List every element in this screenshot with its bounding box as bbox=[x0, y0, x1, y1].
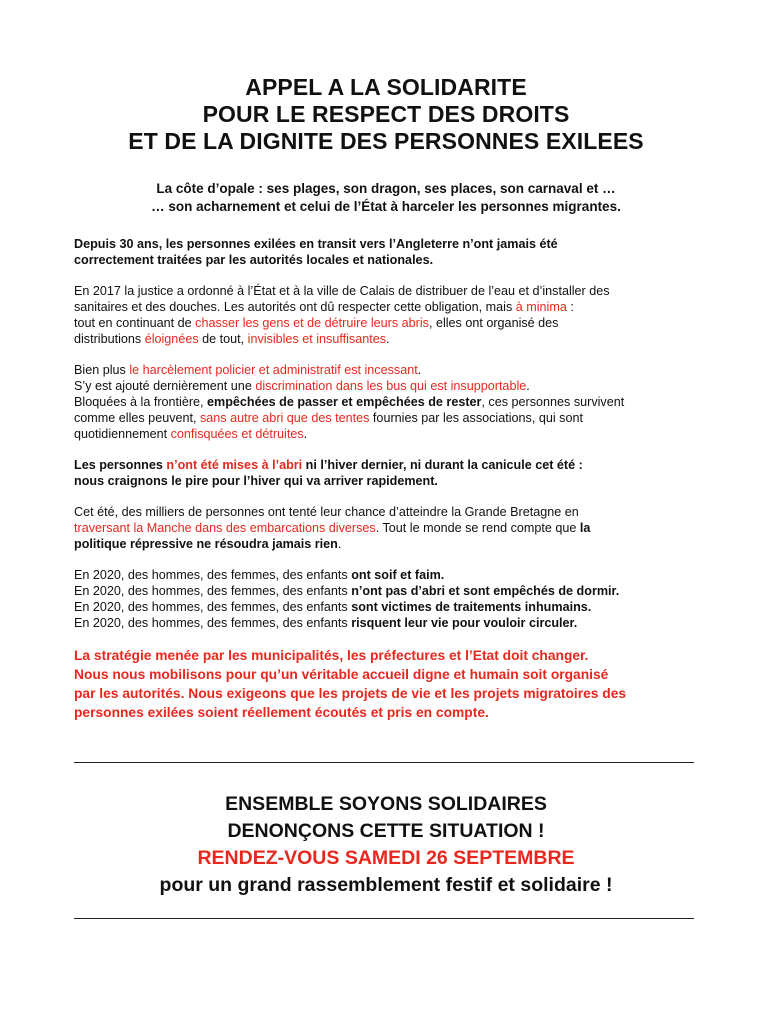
text-fragment: ni l’hiver dernier, ni durant la canicule cet été : bbox=[302, 458, 583, 472]
bold-text: la bbox=[579, 521, 591, 535]
text-fragment: . bbox=[417, 363, 422, 377]
crossing-line-2 bbox=[74, 520, 698, 536]
subtitle-line-2: … son acharnement et celui de l’État à harceler les personnes migrantes. bbox=[151, 199, 621, 214]
title-line-2: POUR LE RESPECT DES DROITS bbox=[202, 101, 570, 127]
text-fragment: En 2020, des hommes, des femmes, des enfants bbox=[74, 584, 352, 598]
call-line-1: La stratégie menée par les municipalités, les préfectures et l’Etat doit changer. bbox=[74, 648, 589, 663]
cta-line-4: pour un grand rassemblement festif et solidaire ! bbox=[159, 874, 613, 896]
divider-top bbox=[74, 762, 694, 763]
text-fragment: distributions bbox=[74, 332, 145, 346]
highlight-text: invisibles et insuffisantes bbox=[247, 332, 387, 346]
bold-text: empêchées de passer et empêchées de rester bbox=[207, 395, 482, 409]
text-fragment: En 2020, des hommes, des femmes, des enfants bbox=[74, 568, 352, 582]
cta-line-2: DENONÇONS CETTE SITUATION ! bbox=[227, 820, 545, 842]
highlight-text: n’ont été mises à l’abri bbox=[166, 458, 303, 472]
list-item bbox=[74, 615, 698, 631]
text-fragment: : bbox=[566, 300, 574, 314]
bold-text: sont victimes de traitements inhumains. bbox=[351, 600, 592, 614]
highlight-text: chasser les gens et de détruire leurs abris bbox=[195, 316, 429, 330]
justice-line-3 bbox=[74, 315, 698, 331]
crossing-paragraph bbox=[74, 504, 698, 552]
call-line-4: personnes exilées soient réellement écoutés et pris en compte. bbox=[74, 705, 489, 720]
text-fragment: . bbox=[526, 379, 530, 393]
highlight-text: à minima bbox=[515, 300, 567, 314]
text-fragment: . bbox=[386, 332, 390, 346]
page-title bbox=[74, 74, 698, 155]
divider-bottom bbox=[74, 918, 694, 919]
list-item bbox=[74, 567, 698, 583]
subtitle-line-1: La côte d’opale : ses plages, son dragon, ses places, son carnaval et … bbox=[156, 181, 616, 196]
text-fragment: sanitaires et des douches. Les autorités ont dû respecter cette obligation, mais bbox=[74, 300, 516, 314]
text-fragment: , elles ont organisé des bbox=[428, 316, 559, 330]
bold-text: ont soif et faim. bbox=[351, 568, 445, 582]
highlight-text: éloignées bbox=[144, 332, 199, 346]
intro-paragraph bbox=[74, 236, 698, 268]
text-fragment: . Tout le monde se rend compte que bbox=[375, 521, 580, 535]
harassment-line-2 bbox=[74, 378, 698, 394]
text-fragment: Les personnes bbox=[74, 458, 167, 472]
highlight-text: sans autre abri que des tentes bbox=[200, 411, 370, 425]
list-item bbox=[74, 583, 698, 599]
justice-paragraph bbox=[74, 283, 698, 347]
harassment-paragraph bbox=[74, 362, 698, 442]
highlight-text: confisquées et détruites bbox=[170, 427, 304, 441]
harassment-line-1 bbox=[74, 362, 698, 378]
text-fragment: . bbox=[303, 427, 308, 441]
text-fragment: quotidiennement bbox=[74, 427, 171, 441]
shelter-line-1 bbox=[74, 457, 698, 473]
cta-date: RENDEZ-VOUS SAMEDI 26 SEPTEMBRE bbox=[197, 847, 575, 869]
text-fragment: En 2020, des hommes, des femmes, des enfants bbox=[74, 600, 352, 614]
text-fragment: , ces personnes survivent bbox=[481, 395, 625, 409]
text-fragment: Bloquées à la frontière, bbox=[74, 395, 208, 409]
text-fragment: En 2020, des hommes, des femmes, des enfants bbox=[74, 616, 352, 630]
bold-text: n’ont pas d’abri et sont empêchés de dormir. bbox=[351, 584, 620, 598]
cta-line-1: ENSEMBLE SOYONS SOLIDAIRES bbox=[225, 793, 547, 815]
text-fragment: tout en continuant de bbox=[74, 316, 196, 330]
call-line-3: par les autorités. Nous exigeons que les projets de vie et les projets migratoires des bbox=[74, 686, 627, 701]
bold-text: risquent leur vie pour vouloir circuler. bbox=[351, 616, 578, 630]
shelter-line-2: nous craignons le pire pour l’hiver qui va arriver rapidement. bbox=[74, 474, 438, 488]
text-fragment: comme elles peuvent, bbox=[74, 411, 200, 425]
text-fragment: de tout, bbox=[198, 332, 248, 346]
crossing-line-3 bbox=[74, 536, 698, 552]
highlight-text: le harcèlement policier et administratif est incessant bbox=[129, 363, 418, 377]
bold-text: politique répressive ne résoudra jamais rien bbox=[74, 537, 338, 551]
shelter-paragraph bbox=[74, 457, 698, 489]
intro-line-2: correctement traitées par les autorités locales et nationales. bbox=[74, 253, 434, 267]
title-line-3: ET DE LA DIGNITE DES PERSONNES EXILEES bbox=[128, 128, 644, 154]
list-item bbox=[74, 599, 698, 615]
harassment-line-4 bbox=[74, 410, 698, 426]
highlight-text: discrimination dans les bus qui est insupportable bbox=[255, 379, 527, 393]
text-fragment: Bien plus bbox=[74, 363, 130, 377]
rally-announcement bbox=[74, 791, 698, 899]
intro-line-1: Depuis 30 ans, les personnes exilées en transit vers l’Angleterre n’ont jamais été bbox=[74, 237, 558, 251]
year-2020-list bbox=[74, 567, 698, 631]
call-to-change bbox=[74, 646, 698, 722]
text-fragment: . bbox=[337, 537, 342, 551]
text-fragment: S’y est ajouté dernièrement une bbox=[74, 379, 256, 393]
subtitle bbox=[74, 180, 698, 216]
justice-line-4 bbox=[74, 331, 698, 347]
call-line-2: Nous nous mobilisons pour qu’un véritable accueil digne et humain soit organisé bbox=[74, 667, 609, 682]
title-line-1: APPEL A LA SOLIDARITE bbox=[245, 74, 527, 100]
justice-line-1: En 2017 la justice a ordonné à l’État et à la ville de Calais de distribuer de l’eau et d’installer des bbox=[74, 284, 610, 298]
harassment-line-5 bbox=[74, 426, 698, 442]
highlight-text: traversant la Manche dans des embarcations diverses bbox=[74, 521, 376, 535]
flyer-body bbox=[74, 74, 698, 722]
harassment-line-3 bbox=[74, 394, 698, 410]
text-fragment: fournies par les associations, qui sont bbox=[369, 411, 583, 425]
justice-line-2 bbox=[74, 299, 698, 315]
crossing-line-1: Cet été, des milliers de personnes ont tenté leur chance d’atteindre la Grande Bretagne en bbox=[74, 505, 579, 519]
